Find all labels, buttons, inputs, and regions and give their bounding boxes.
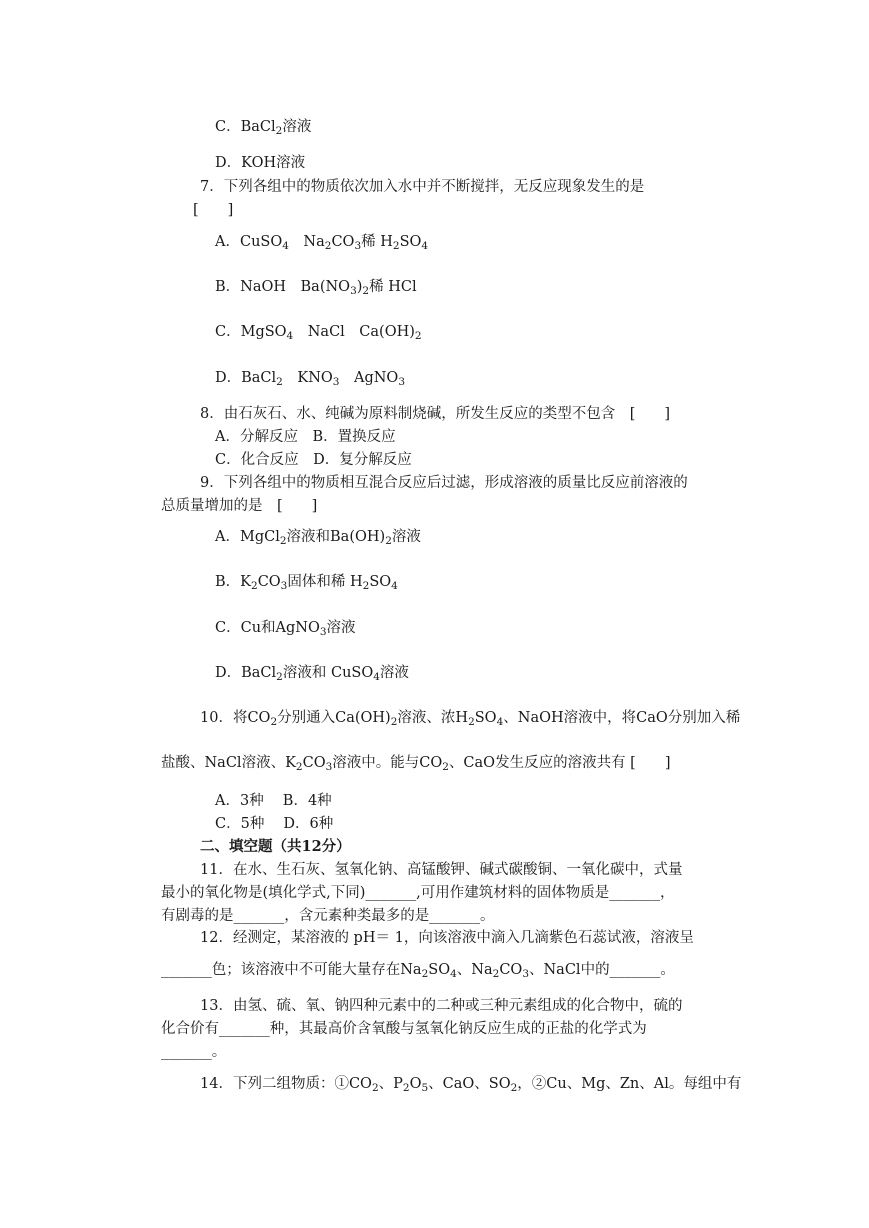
q9-stem-line2: 总质量增加的是 [ ] [161,498,318,514]
q12-line2: _______色；该溶液中不可能大量存在$Na_2SO_4$、$Na_2CO_3$、NaCl中的_______。 [161,962,675,980]
q7-option-a: A．CuSO$_4$ $Na_2CO_3$稀 $H_2SO_4$ [215,234,429,252]
q6-option-c: C．BaCl$_2$溶液 [215,119,312,137]
q8-options-ab: A．分解反应 B．置换反应 [215,429,396,445]
q7-stem: 7．下列各组中的物质依次加入水中并不断搅拌，无反应现象发生的是 [200,179,645,195]
q7-option-c: C．MgSO$_4$ NaCl $Ca(OH)_2$ [215,324,422,342]
q7-answer-bracket: [ ] [193,202,234,218]
q9-option-a: A．MgCl$_2$溶液和$Ba(OH)_2$溶液 [215,529,421,547]
q10-options-ab: A．3种 B．4种 [215,793,332,809]
q14-line1: 14．下列二组物质：$①CO_2$、$P_2O_5$、CaO、$SO_2$，②Cu、Mg、Zn、Al。每组中有 [200,1076,742,1094]
q9-option-d: D．BaCl$_2$溶液和 CuSO$_4$溶液 [215,665,409,683]
q13-line1: 13．由氢、硫、氧、钠四种元素中的二种或三种元素组成的化合物中，硫的 [200,998,683,1014]
q11-line1: 11．在水、生石灰、氢氧化钠、高锰酸钾、碱式碳酸铜、一氧化碳中，式量 [200,862,683,878]
q10-stem-line2: 盐酸、NaCl溶液、$K_2CO_3$溶液中。能与$CO_2$、CaO发生反应的溶液共有 [ ] [161,755,671,773]
q9-option-c: C．Cu和AgNO$_3$溶液 [215,620,356,638]
q13-line3: _______。 [161,1044,227,1060]
q10-options-cd: C．5种 D．6种 [215,816,334,832]
q11-line3: 有剧毒的是_______，含元素种类最多的是_______。 [161,908,495,924]
q8-options-cd: C．化合反应 D．复分解反应 [215,452,412,468]
q6-option-d: D．KOH溶液 [215,155,306,171]
q12-line1: 12．经测定，某溶液的 pH＝ 1，向该溶液中滴入几滴紫色石蕊试液，溶液呈 [200,930,694,946]
section-2-heading: 二、填空题（共12分） [200,838,351,855]
q7-option-b: B．NaOH $Ba(NO_3)_2$稀 HCl [215,279,417,297]
q7-option-d: D．BaCl$_2$ $KNO_3$ AgNO$_3$ [215,370,405,388]
q10-stem-line1: 10．将$CO_2$分别通入$Ca(OH)_2$溶液、浓$H_2SO_4$、NaOH溶液中，将CaO分别加入稀 [200,710,741,728]
q9-option-b: B．$K_2CO_3$固体和稀 $H_2SO_4$ [215,574,398,592]
q8-stem: 8．由石灰石、水、纯碱为原料制烧碱，所发生反应的类型不包含 [ ] [200,406,671,422]
q11-line2: 最小的氧化物是(填化学式,下同)_______,可用作建筑材料的固体物质是_______， [161,885,675,901]
q9-stem-line1: 9．下列各组中的物质相互混合反应后过滤，形成溶液的质量比反应前溶液的 [200,475,688,491]
q13-line2: 化合价有_______种，其最高价含氧酸与氢氧化钠反应生成的正盐的化学式为 [161,1021,647,1037]
